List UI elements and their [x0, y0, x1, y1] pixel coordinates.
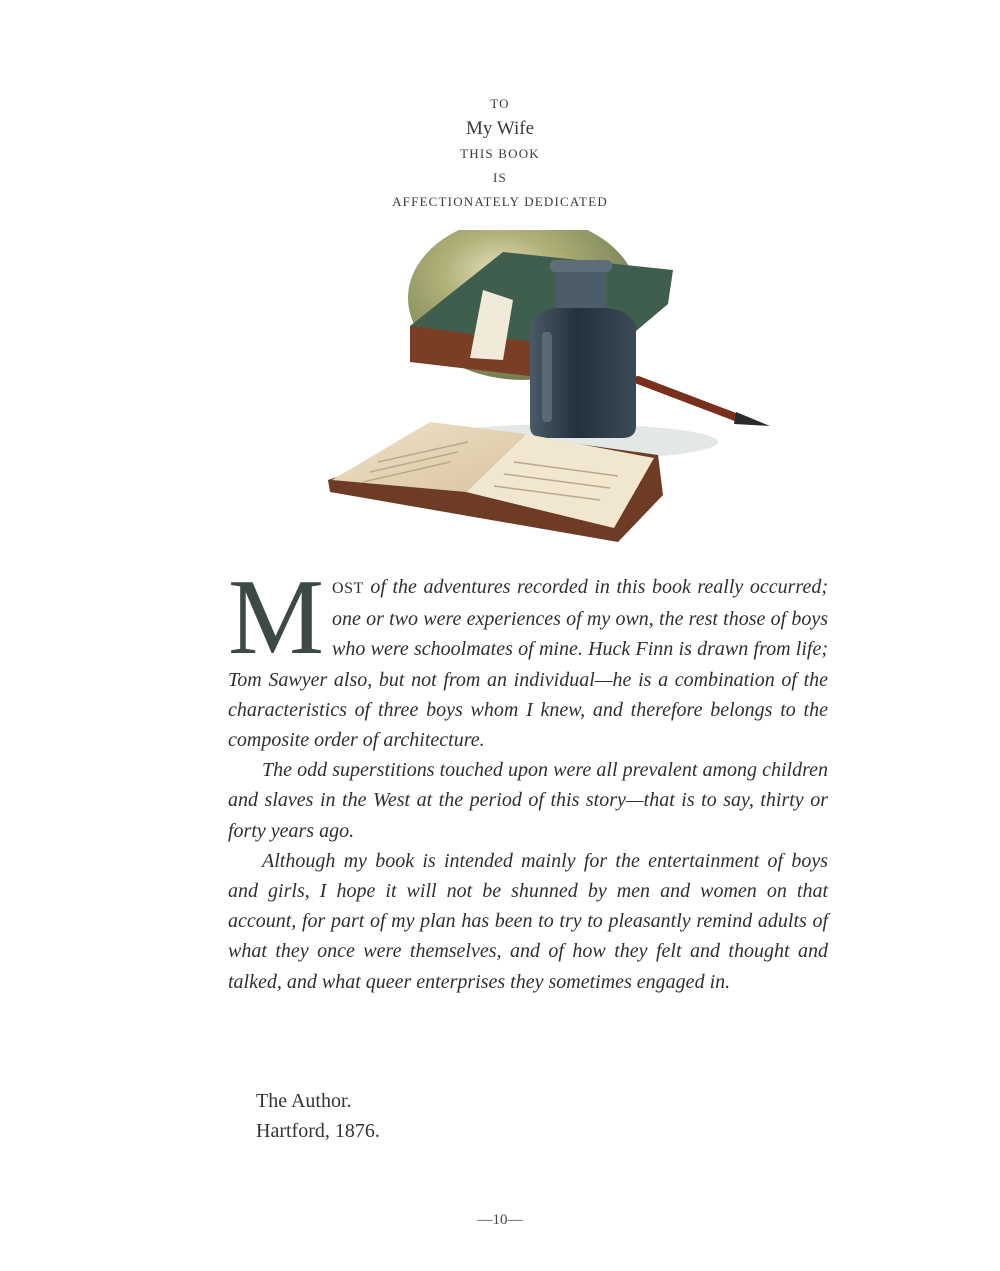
dedication [280, 92, 720, 214]
drop-cap: M [228, 558, 325, 677]
dedication-this-book: THIS BOOK [460, 146, 540, 161]
inkwell-books-quill-illustration [318, 230, 778, 550]
smallcaps-opening: OST [332, 580, 364, 597]
preface-paragraph-3: Although my book is intended mainly for the entertainment of boys and girls, I hope it will not be shunned by men and women on that account, for part of my plan has been to try to pleasantly remind adults of what they once were themselves, and of how they felt and thought and talked, and what queer enterprises they sometimes engaged in. [228, 849, 828, 993]
dedication-is: IS [493, 170, 507, 185]
signature-author: The Author. [256, 1090, 352, 1112]
pen-shaft [638, 380, 738, 418]
dedication-affectionately: AFFECTIONATELY DEDICATED [392, 194, 608, 209]
preface-text [228, 558, 828, 997]
bottle-neck [556, 266, 606, 310]
preface-paragraph-1-text: of the adventures recorded in this book really occurred; one or two were experiences of my own, the rest those of boys who were schoolmates of mine. Huck Finn is drawn from life; Tom Sawyer also, but not from an individual—he is a combination of the characteristics of three boys whom I knew, and therefore belongs to the composite order of architecture. [228, 576, 828, 752]
preface-paragraph-1 [228, 558, 828, 755]
pen-nib [734, 412, 770, 426]
preface-paragraph-2: The odd superstitions touched upon were all prevalent among children and slaves in the West at the period of this story—that is to say, thirty or forty years ago. [228, 759, 828, 842]
bottle-lip [550, 260, 612, 272]
page-number: —10— [477, 1212, 523, 1228]
bottle-highlight [542, 332, 552, 422]
dedication-to: TO [490, 96, 510, 111]
signature-place-date: Hartford, 1876. [256, 1120, 380, 1142]
dedication-recipient: My Wife [465, 118, 534, 139]
signature [256, 1086, 380, 1146]
